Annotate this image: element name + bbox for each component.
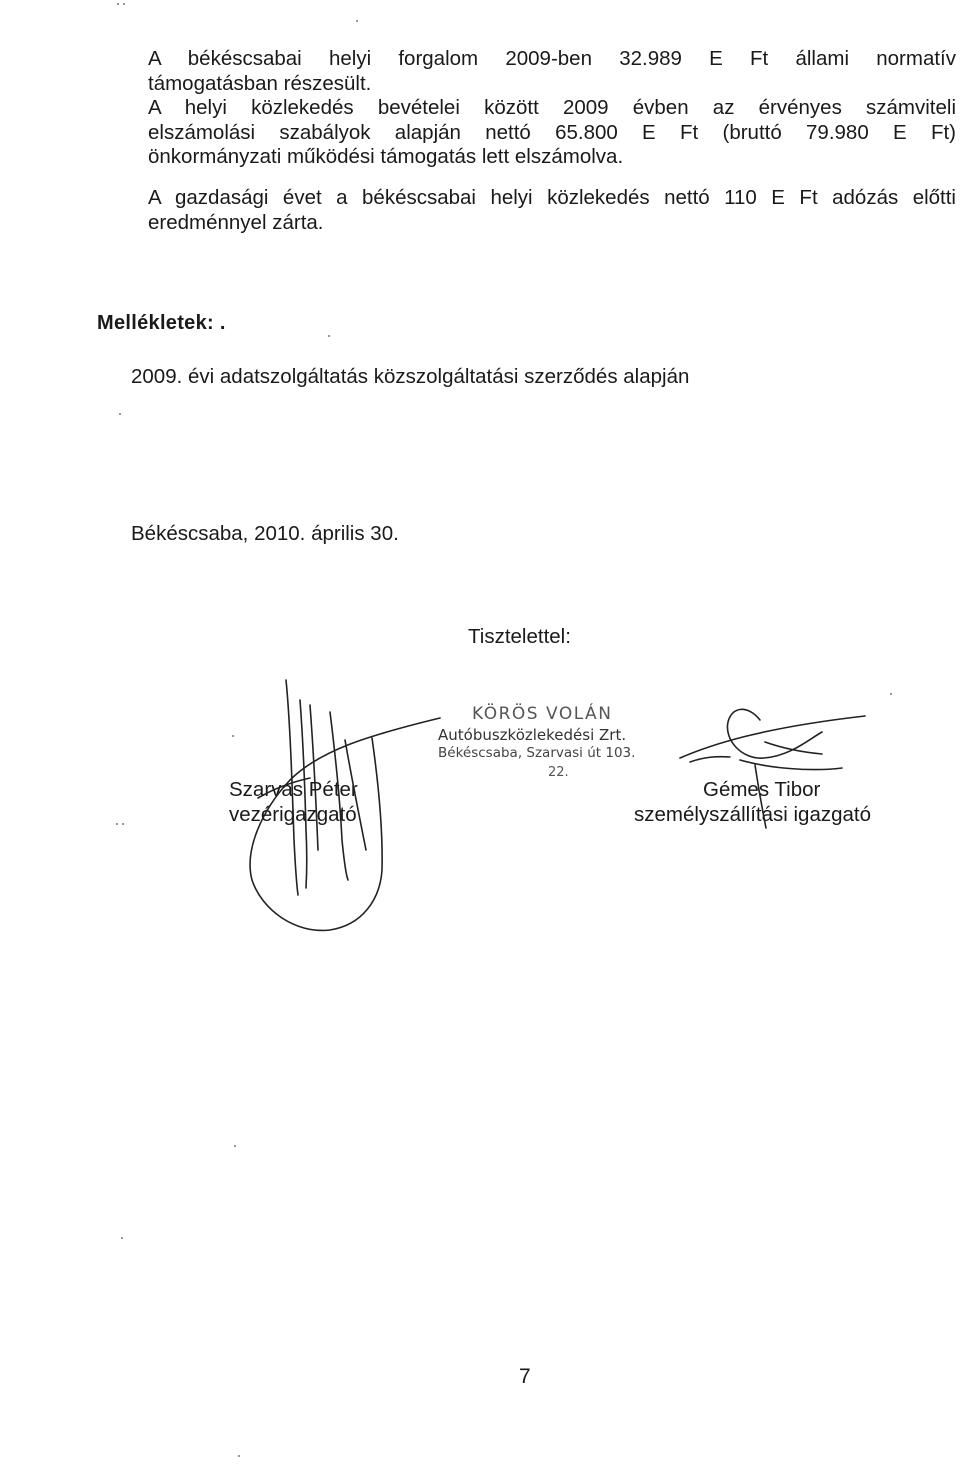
paragraph-result	[148, 186, 956, 235]
paragraph-normative-support	[148, 47, 956, 96]
paragraph-line: elszámolási szabályok alapján nettó 65.800 E Ft (bruttó 79.980 E Ft)	[148, 120, 956, 144]
paragraph-line: önkormányzati működési támogatás lett elszámolva.	[148, 145, 624, 168]
stamp-company: KÖRÖS VOLÁN	[472, 704, 613, 724]
stamp-legal-name: Autóbuszközlekedési Zrt.	[438, 726, 627, 744]
paragraph-line: A helyi közlekedés bevételei között 2009 évben az érvényes számviteli	[148, 96, 956, 119]
paragraph-line: eredménnyel zárta.	[148, 210, 324, 234]
left-signatory-name: Szarvas Péter	[229, 778, 358, 801]
page-number: 7	[519, 1365, 531, 1388]
left-signatory-title: vezérigazgató	[229, 803, 357, 826]
attachment-item: 2009. évi adatszolgáltatás közszolgáltatási szerződés alapján	[131, 365, 690, 388]
paragraph-line: A békéscsabai helyi forgalom 2009-ben 32.989 E Ft állami normatív	[148, 47, 956, 70]
paragraph-line: A gazdasági évet a békéscsabai helyi közlekedés nettó 110 E Ft adózás előtti	[148, 186, 956, 209]
right-signatory-name: Gémes Tibor	[703, 778, 821, 801]
closing-salutation: Tisztelettel:	[468, 625, 571, 648]
paragraph-line: támogatásban részesült.	[148, 71, 372, 95]
place-and-date: Békéscsaba, 2010. április 30.	[131, 522, 399, 545]
paragraph-revenue	[148, 96, 956, 170]
right-signatory-title: személyszállítási igazgató	[634, 803, 871, 826]
stamp-address: Békéscsaba, Szarvasi út 103.	[438, 745, 636, 761]
company-stamp	[438, 704, 635, 780]
stamp-mark: 22.	[548, 765, 569, 780]
attachments-heading: Mellékletek: .	[97, 312, 226, 334]
